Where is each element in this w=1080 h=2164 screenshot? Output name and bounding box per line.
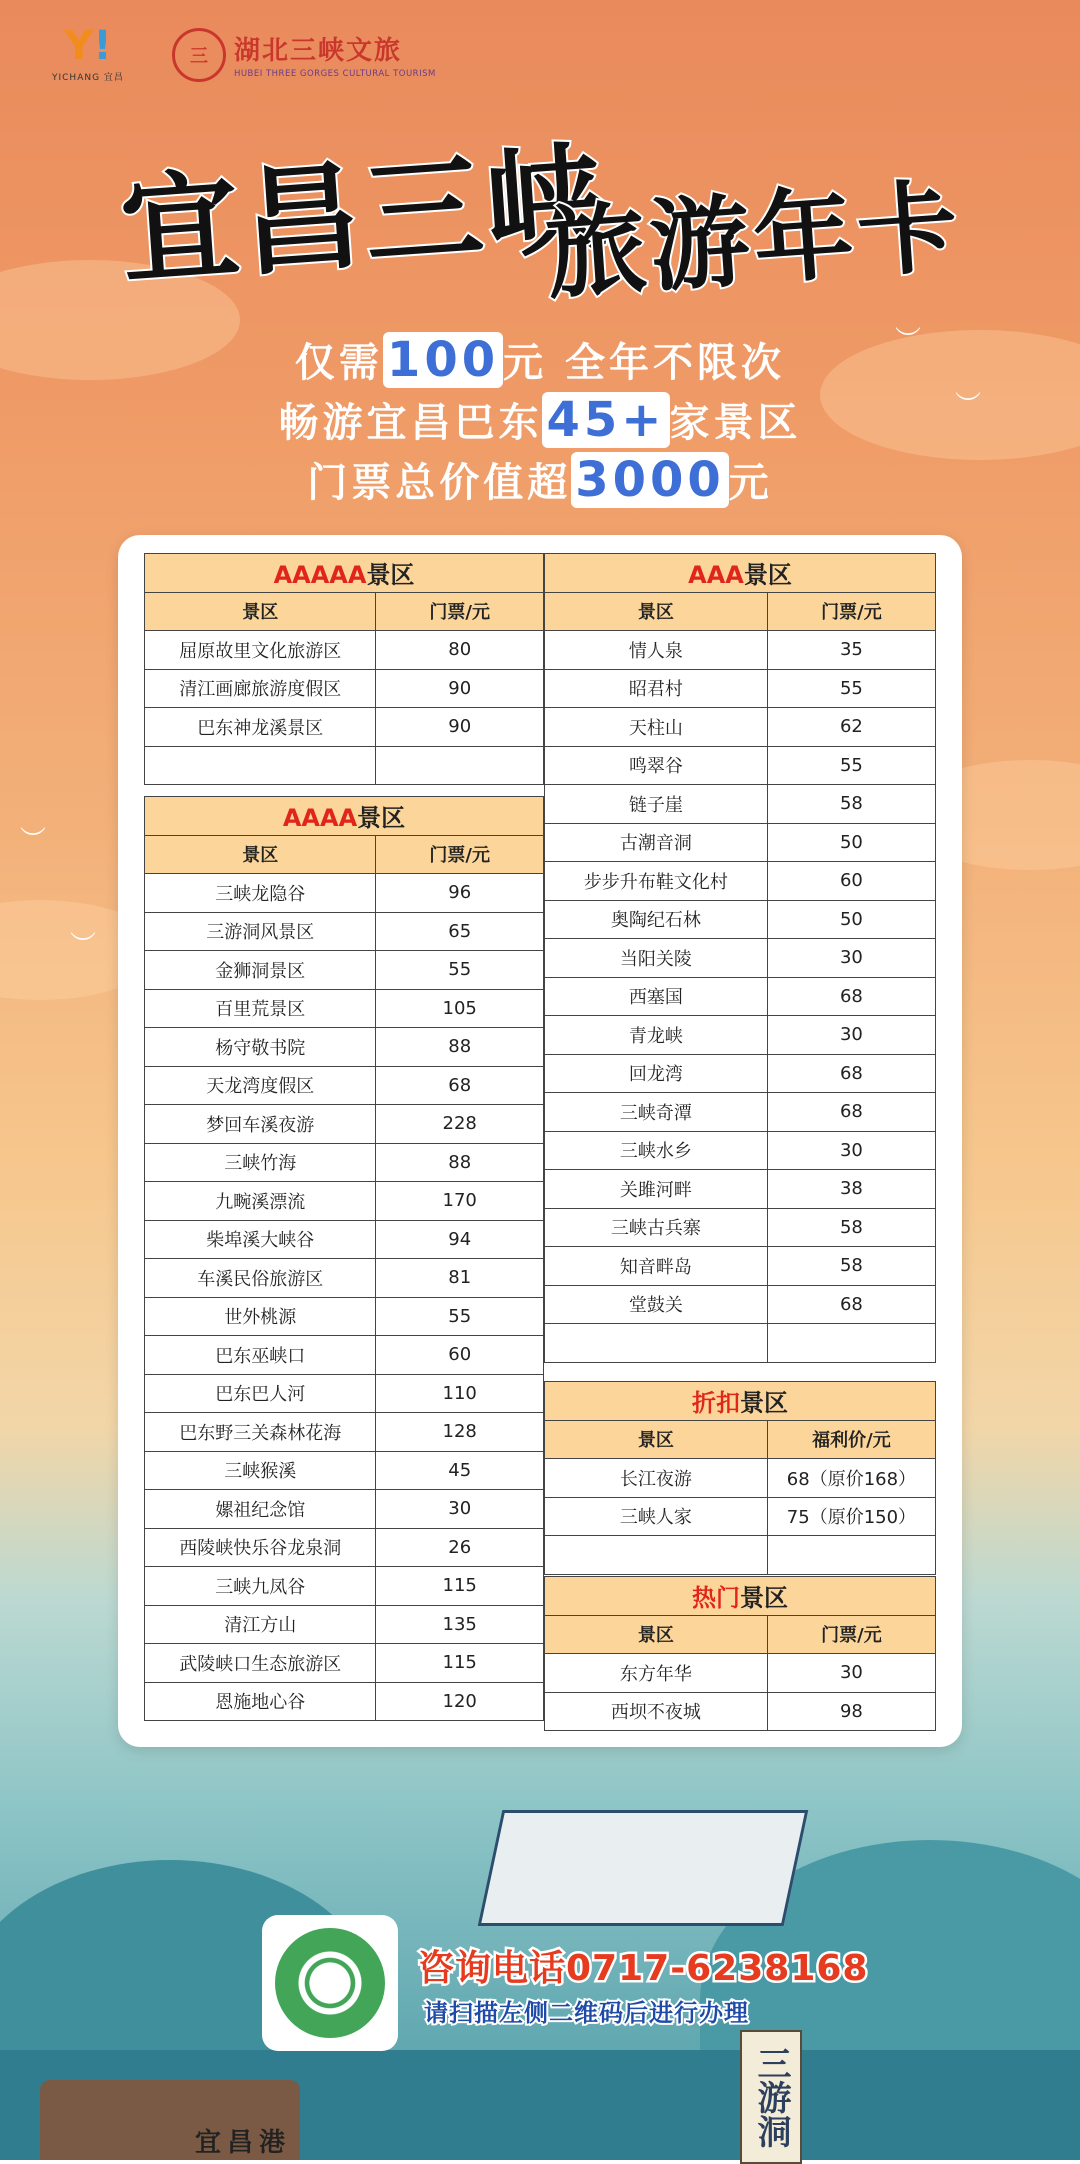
attraction-name: 古潮音洞 (545, 823, 768, 862)
table-row (545, 1324, 936, 1363)
attraction-name: 三峡龙隐谷 (145, 874, 376, 913)
attraction-price: 55 (767, 746, 935, 785)
attraction-name: 柴埠溪大峡谷 (145, 1220, 376, 1259)
attraction-price: 88 (376, 1028, 544, 1067)
section-title-suffix: 景区 (366, 561, 415, 590)
bird-icon: ︶ (20, 826, 47, 856)
attraction-price: 60 (767, 862, 935, 901)
table-row (545, 862, 936, 901)
section-title-discount (545, 1382, 936, 1421)
table-row (145, 989, 544, 1028)
header-logos (52, 23, 436, 83)
attraction-name: 回龙湾 (545, 1054, 768, 1093)
table-row (145, 708, 544, 747)
attraction-name: 巴东巫峡口 (145, 1336, 376, 1375)
scan-hint-text: 请扫描左侧二维码后进行办理 (424, 1999, 749, 2027)
table-row (145, 951, 544, 990)
slogan-1: 仅需100 元 全年不限次 (294, 332, 786, 388)
attraction-price: 228 (376, 1105, 544, 1144)
attraction-price: 30 (767, 1016, 935, 1055)
yichang-logo (52, 23, 124, 83)
attraction-price: 55 (376, 1297, 544, 1336)
table-row (545, 1536, 936, 1575)
table-row (145, 1297, 544, 1336)
attraction-price: 96 (376, 874, 544, 913)
table-row (145, 1336, 544, 1375)
attraction-price: 68 (767, 1093, 935, 1132)
table-row (545, 900, 936, 939)
table-row (145, 1605, 544, 1644)
attraction-price: 170 (376, 1182, 544, 1221)
attraction-name: 三游洞风景区 (145, 912, 376, 951)
section-title-grade: 折扣 (692, 1389, 740, 1418)
attraction-price: 35 (767, 631, 935, 670)
slogan-3: 门票总价值超3000 元 (307, 452, 773, 508)
table-row (145, 874, 544, 913)
attraction-price: 128 (376, 1413, 544, 1452)
qr-pattern-icon (275, 1928, 385, 2038)
table-row (545, 1208, 936, 1247)
column-header-name: 景区 (545, 592, 768, 631)
section-title-suffix: 景区 (740, 1584, 788, 1613)
attraction-price: 75（原价150） (767, 1497, 935, 1536)
attraction-name: 清江方山 (145, 1605, 376, 1644)
table-row (545, 631, 936, 670)
attraction-name: 屈原故里文化旅游区 (145, 631, 376, 670)
attraction-name: 步步升布鞋文化村 (545, 862, 768, 901)
table-row (545, 1497, 936, 1536)
attraction-name (545, 1536, 768, 1575)
attraction-name: 百里荒景区 (145, 989, 376, 1028)
section-title-grade: AAA (688, 561, 744, 590)
yichang-logo-caption: YICHANG 宜昌 (52, 73, 124, 83)
section-title-aaaaa (145, 554, 544, 593)
hubei-three-gorges-logo (172, 28, 436, 82)
attraction-price: 60 (376, 1336, 544, 1375)
table-aaa (544, 553, 936, 1363)
attraction-price (767, 1536, 935, 1575)
attraction-price: 94 (376, 1220, 544, 1259)
bird-icon: ︶ (895, 326, 922, 356)
attraction-name: 堂鼓关 (545, 1285, 768, 1324)
attraction-price: 58 (767, 1247, 935, 1286)
attraction-price: 68 (767, 1285, 935, 1324)
section-title-aaaa (145, 797, 544, 836)
attraction-price: 105 (376, 989, 544, 1028)
table-row (545, 977, 936, 1016)
attraction-name: 九畹溪漂流 (145, 1182, 376, 1221)
attraction-name: 三峡水乡 (545, 1131, 768, 1170)
attraction-price: 115 (376, 1644, 544, 1683)
table-row (545, 1054, 936, 1093)
slogan-2: 畅游宜昌巴东45+ 家景区 (278, 392, 802, 448)
cruise-ship (478, 1810, 809, 1926)
attraction-price: 62 (767, 708, 935, 747)
attraction-price: 55 (767, 669, 935, 708)
table-aaaaa (144, 553, 544, 785)
attraction-price: 55 (376, 951, 544, 990)
table-row (145, 1143, 544, 1182)
table-row (145, 1528, 544, 1567)
table-row (545, 1247, 936, 1286)
attraction-price: 30 (767, 1131, 935, 1170)
attraction-name: 巴东巴人河 (145, 1374, 376, 1413)
attraction-name: 巴东神龙溪景区 (145, 708, 376, 747)
attraction-price: 110 (376, 1374, 544, 1413)
attraction-price (767, 1324, 935, 1363)
attraction-name: 梦回车溪夜游 (145, 1105, 376, 1144)
attraction-name: 长江夜游 (545, 1459, 768, 1498)
column-header-name: 景区 (545, 1615, 768, 1654)
table-row (545, 746, 936, 785)
attraction-price: 30 (767, 1654, 935, 1693)
attraction-price: 68 (767, 1054, 935, 1093)
table-row (145, 1413, 544, 1452)
sanyoudong-sign: 三游洞 (740, 2030, 802, 2164)
attraction-name: 天柱山 (545, 708, 768, 747)
bird-icon: ︶ (70, 931, 97, 961)
org-name-cn: 湖北三峡文旅 (233, 36, 402, 66)
attraction-name: 知音畔岛 (545, 1247, 768, 1286)
table-row (145, 1682, 544, 1721)
table-row (145, 1567, 544, 1606)
table-row (145, 1066, 544, 1105)
attraction-price: 26 (376, 1528, 544, 1567)
attraction-name: 三峡古兵寨 (545, 1208, 768, 1247)
table-row (145, 1220, 544, 1259)
table-row (145, 1182, 544, 1221)
attraction-name: 武陵峡口生态旅游区 (145, 1644, 376, 1683)
attraction-price (376, 746, 544, 785)
attraction-price: 58 (767, 785, 935, 824)
title-line-1: 宜昌三峡 (116, 129, 613, 301)
attraction-name: 金狮洞景区 (145, 951, 376, 990)
table-aaaa (144, 796, 544, 1721)
seal-icon: 三 (172, 28, 226, 82)
column-header-price: 门票/元 (767, 1615, 935, 1654)
org-name-en: HUBEI THREE GORGES CULTURAL TOURISM (233, 69, 436, 79)
attraction-name: 西塞国 (545, 977, 768, 1016)
attraction-name: 世外桃源 (145, 1297, 376, 1336)
attraction-name: 三峡猴溪 (145, 1451, 376, 1490)
attraction-price: 90 (376, 708, 544, 747)
attraction-name: 鸣翠谷 (545, 746, 768, 785)
table-row (145, 1105, 544, 1144)
attraction-name: 链子崖 (545, 785, 768, 824)
table-row (145, 1259, 544, 1298)
attraction-name: 当阳关陵 (545, 939, 768, 978)
table-row (145, 1644, 544, 1683)
attraction-price: 30 (767, 939, 935, 978)
attraction-name: 青龙峡 (545, 1016, 768, 1055)
attraction-name (545, 1324, 768, 1363)
attraction-name: 西陵峡快乐谷龙泉洞 (145, 1528, 376, 1567)
table-row (545, 939, 936, 978)
section-title-aaa (545, 554, 936, 593)
attraction-name: 车溪民俗旅游区 (145, 1259, 376, 1298)
table-row (545, 1131, 936, 1170)
attraction-price: 45 (376, 1451, 544, 1490)
table-row (145, 669, 544, 708)
table-row (145, 1028, 544, 1067)
attraction-name: 东方年华 (545, 1654, 768, 1693)
table-row (545, 1654, 936, 1693)
attraction-price: 88 (376, 1143, 544, 1182)
table-row (545, 1016, 936, 1055)
column-header-price: 门票/元 (376, 835, 544, 874)
attraction-name: 奥陶纪石林 (545, 900, 768, 939)
attraction-name: 三峡竹海 (145, 1143, 376, 1182)
table-row (145, 746, 544, 785)
attraction-name (145, 746, 376, 785)
attraction-price: 58 (767, 1208, 935, 1247)
attraction-price: 81 (376, 1259, 544, 1298)
table-row (545, 823, 936, 862)
attraction-price: 38 (767, 1170, 935, 1209)
table-row (545, 1285, 936, 1324)
qr-code[interactable] (262, 1915, 398, 2051)
slogans (0, 330, 1080, 510)
table-row (545, 1459, 936, 1498)
attraction-price: 80 (376, 631, 544, 670)
column-header-price: 门票/元 (376, 592, 544, 631)
title-line-2: 旅游年卡 (542, 167, 966, 314)
attraction-name: 天龙湾度假区 (145, 1066, 376, 1105)
column-header-name: 景区 (145, 835, 376, 874)
attraction-name: 杨守敬书院 (145, 1028, 376, 1067)
attraction-price: 50 (767, 823, 935, 862)
section-title-suffix: 景区 (357, 804, 406, 833)
table-row (145, 1374, 544, 1413)
column-header-price: 门票/元 (767, 592, 935, 631)
attraction-price: 90 (376, 669, 544, 708)
section-title-hot (545, 1577, 936, 1616)
section-title-grade: 热门 (692, 1584, 740, 1613)
table-discount (544, 1381, 936, 1575)
attraction-name: 嫘祖纪念馆 (145, 1490, 376, 1529)
attraction-name: 三峡人家 (545, 1497, 768, 1536)
yichang-logo-mark: Y! (64, 23, 112, 69)
attraction-price: 68（原价168） (767, 1459, 935, 1498)
attraction-price: 120 (376, 1682, 544, 1721)
attraction-name: 三峡九凤谷 (145, 1567, 376, 1606)
attraction-name: 情人泉 (545, 631, 768, 670)
attraction-name: 西坝不夜城 (545, 1692, 768, 1731)
section-title-suffix: 景区 (743, 561, 792, 590)
table-row (145, 912, 544, 951)
attraction-price: 50 (767, 900, 935, 939)
table-row (145, 1451, 544, 1490)
column-header-name: 景区 (545, 1420, 768, 1459)
yichang-port-sign: 宜昌港 (195, 2128, 292, 2158)
attraction-name: 巴东野三关森林花海 (145, 1413, 376, 1452)
attraction-price: 68 (767, 977, 935, 1016)
attraction-price: 65 (376, 912, 544, 951)
table-row (145, 631, 544, 670)
table-row (545, 1692, 936, 1731)
table-hot (544, 1576, 936, 1731)
attraction-price: 30 (376, 1490, 544, 1529)
attraction-price: 68 (376, 1066, 544, 1105)
bird-icon: ︶ (955, 391, 982, 421)
attraction-price: 135 (376, 1605, 544, 1644)
attraction-name: 三峡奇潭 (545, 1093, 768, 1132)
table-row (545, 1093, 936, 1132)
column-header-name: 景区 (145, 592, 376, 631)
hotline-text: 咨询电话0717-6238168 (418, 1948, 869, 1989)
column-header-price: 福利价/元 (767, 1420, 935, 1459)
attraction-name: 恩施地心谷 (145, 1682, 376, 1721)
section-title-suffix: 景区 (740, 1389, 788, 1418)
table-row (545, 785, 936, 824)
table-row (545, 708, 936, 747)
table-row (545, 669, 936, 708)
section-title-grade: AAAA (282, 804, 358, 833)
attraction-price: 98 (767, 1692, 935, 1731)
table-row (145, 1490, 544, 1529)
attraction-price: 115 (376, 1567, 544, 1606)
attraction-name: 昭君村 (545, 669, 768, 708)
attraction-name: 关雎河畔 (545, 1170, 768, 1209)
table-row (545, 1170, 936, 1209)
section-title-grade: AAAAA (273, 561, 367, 590)
attraction-name: 清江画廊旅游度假区 (145, 669, 376, 708)
